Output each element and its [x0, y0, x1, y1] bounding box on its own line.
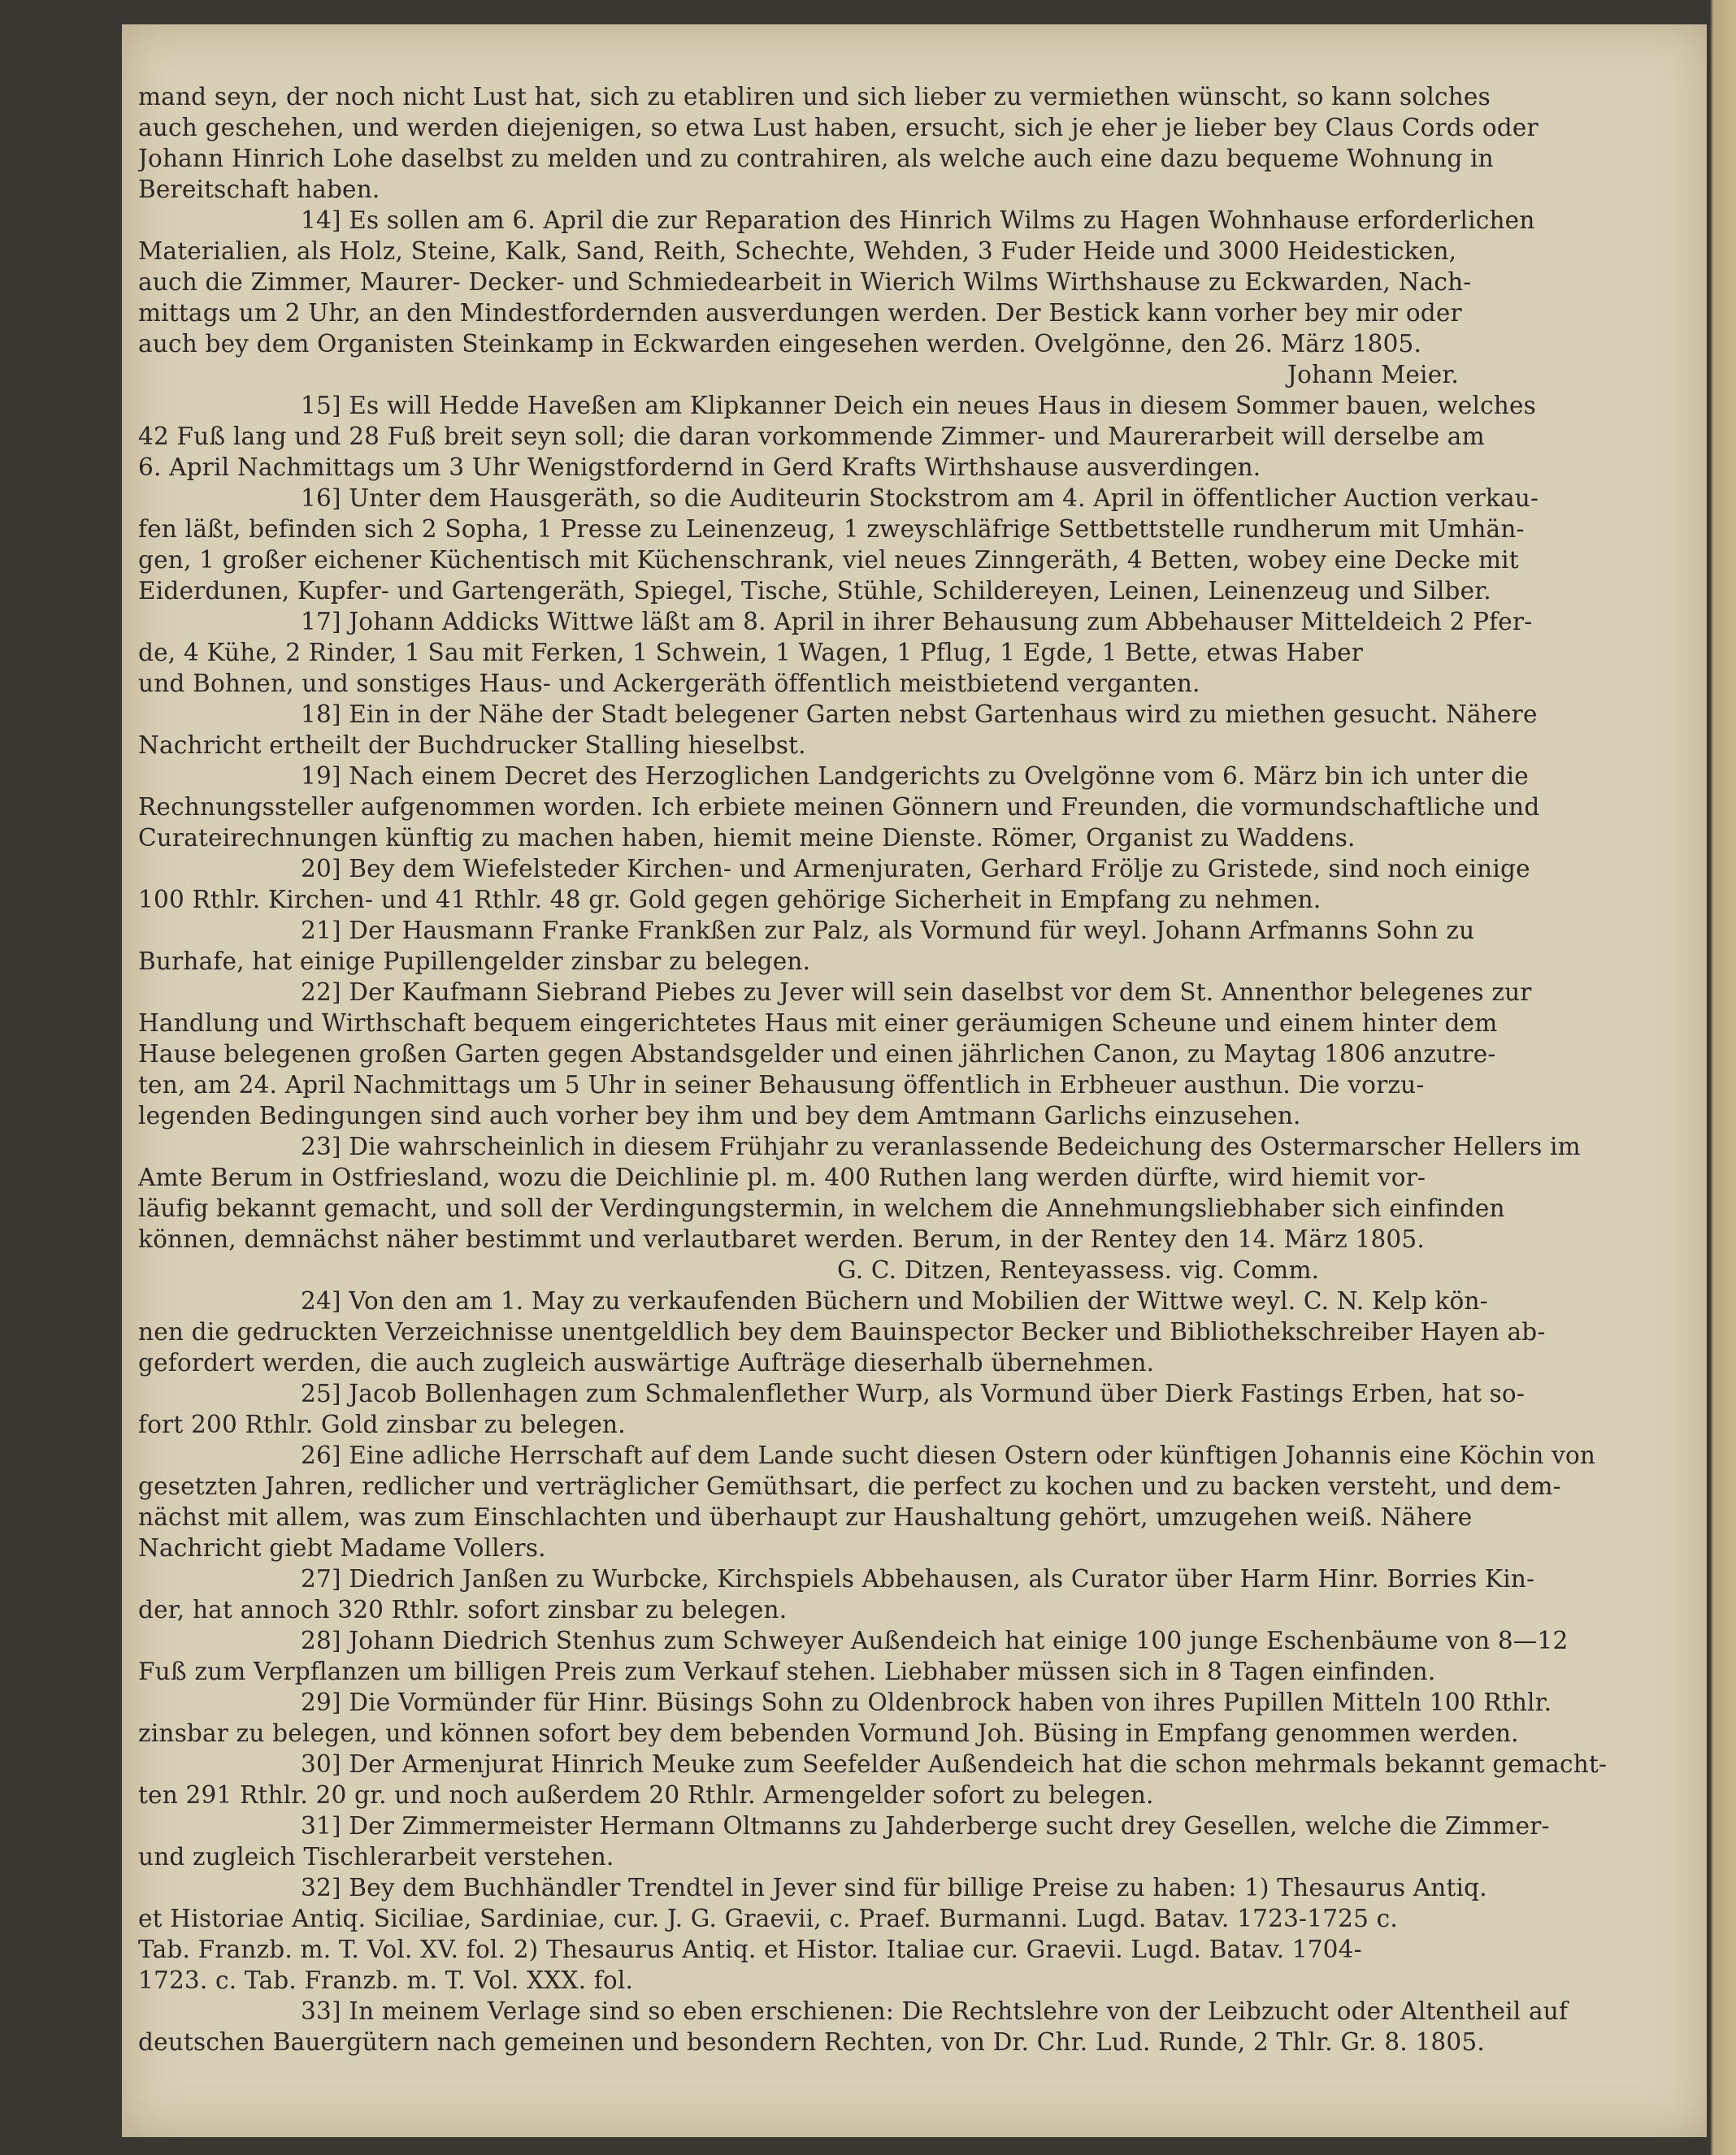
text-line: 15] Es will Hedde Haveßen am Klipkanner Deich ein neues Haus in diesem Sommer bauen, welches	[301, 392, 1537, 419]
text-line: gesetzten Jahren, redlicher und verträglicher Gemüthsart, die perfect zu kochen und zu backen versteht, und dem-	[138, 1472, 1561, 1500]
text-line: Hause belegenen großen Garten gegen Abstandsgelder und einen jährlichen Canon, zu Maytag 1806 anzutre-	[138, 1040, 1496, 1068]
text-line: Eiderdunen, Kupfer- und Gartengeräth, Spiegel, Tische, Stühle, Schildereyen, Leinen, Leinenzeug und Silber.	[138, 577, 1491, 605]
text-line: fen läßt, befinden sich 2 Sopha, 1 Presse zu Leinenzeug, 1 zweyschläfrige Settbettstelle rundherum mit Umhän-	[138, 515, 1525, 543]
text-line: Burhafe, hat einige Pupillengelder zinsbar zu belegen.	[138, 947, 811, 975]
text-line: Rechnungssteller aufgenommen worden. Ich erbiete meinen Gönnern und Freunden, die vormundschaftliche und	[138, 793, 1540, 821]
text-line: 42 Fuß lang und 28 Fuß breit seyn soll; die daran vorkommende Zimmer- und Maurerarbeit will derselbe am	[138, 423, 1485, 450]
text-line: nächst mit allem, was zum Einschlachten und überhaupt zur Haushaltung gehört, umzugehen weiß. Nähere	[138, 1503, 1473, 1531]
text-line: Bereitschaft haben.	[138, 176, 380, 203]
text-line: ten 291 Rthlr. 20 gr. und noch außerdem 20 Rthlr. Armengelder sofort zu belegen.	[138, 1781, 1154, 1809]
text-line: nen die gedruckten Verzeichnisse unentgeldlich bey dem Bauinspector Becker und Bibliothekschreiber Hayen ab-	[138, 1318, 1546, 1346]
text-line: mand seyn, der noch nicht Lust hat, sich zu etabliren und sich lieber zu vermiethen wünscht, so kann solches	[138, 83, 1491, 111]
text-line: Materialien, als Holz, Steine, Kalk, Sand, Reith, Schechte, Wehden, 3 Fuder Heide und 3000 Heidesticken,	[138, 237, 1457, 265]
text-line: 26] Eine adliche Herrschaft auf dem Lande sucht diesen Ostern oder künftigen Johannis eine Köchin von	[301, 1442, 1596, 1469]
text-line: et Historiae Antiq. Siciliae, Sardiniae, cur. J. G. Graevii, c. Praef. Burmanni. Lugd. Batav. 1723-1725 c.	[138, 1905, 1398, 1932]
text-line: 25] Jacob Bollenhagen zum Schmalenflether Wurp, als Vormund über Dierk Fastings Erben, hat so-	[301, 1380, 1526, 1407]
text-line: gefordert werden, die auch zugleich auswärtige Aufträge dieserhalb übernehmen.	[138, 1349, 1155, 1377]
text-line: 32] Bey dem Buchhändler Trendtel in Jever sind für billige Preise zu haben: 1) Thesaurus Antiq.	[301, 1874, 1487, 1901]
text-line: können, demnächst näher bestimmt und verlautbaret werden. Berum, in der Rentey den 14. März 1805.	[138, 1225, 1425, 1253]
text-line: 1723. c. Tab. Franzb. m. T. Vol. XXX. fol.	[138, 1966, 634, 1994]
text-line: Tab. Franzb. m. T. Vol. XV. fol. 2) Thesaurus Antiq. et Histor. Italiae cur. Graevii. Lugd. Batav. 1704-	[138, 1936, 1362, 1963]
text-line: mittags um 2 Uhr, an den Mindestfordernden ausverdungen werden. Der Bestick kann vorher bey mir oder	[138, 299, 1462, 327]
text-line: Handlung und Wirthschaft bequem eingerichtetes Haus mit einer geräumigen Scheune und einem hinter dem	[138, 1009, 1498, 1037]
text-line: deutschen Bauergütern nach gemeinen und besondern Rechten, von Dr. Chr. Lud. Runde, 2 Thlr. Gr. 8. 1805.	[138, 2028, 1485, 2056]
document-text	[138, 81, 1638, 2057]
text-line: 22] Der Kaufmann Siebrand Piebes zu Jever will sein daselbst vor dem St. Annenthor belegenes zur	[301, 978, 1532, 1006]
text-line: 30] Der Armenjurat Hinrich Meuke zum Seefelder Außendeich hat die schon mehrmals bekannt gemacht-	[301, 1750, 1608, 1778]
text-line: 100 Rthlr. Kirchen- und 41 Rthlr. 48 gr. Gold gegen gehörige Sicherheit in Empfang zu nehmen.	[138, 886, 1322, 913]
text-line: Johann Hinrich Lohe daselbst zu melden und zu contrahiren, als welche auch eine dazu bequeme Wohnung in	[138, 145, 1494, 172]
text-line: Curateirechnungen künftig zu machen haben, hiemit meine Dienste. Römer, Organist zu Waddens.	[138, 824, 1356, 852]
text-line: und zugleich Tischlerarbeit verstehen.	[138, 1843, 614, 1871]
text-line: 6. April Nachmittags um 3 Uhr Wenigstfordernd in Gerd Krafts Wirthshause ausverdingen.	[138, 453, 1261, 481]
text-line: auch die Zimmer, Maurer- Decker- und Schmiedearbeit in Wierich Wilms Wirthshause zu Eckwarden, Nach-	[138, 268, 1472, 296]
text-line: fort 200 Rthlr. Gold zinsbar zu belegen.	[138, 1411, 626, 1438]
text-line: legenden Bedingungen sind auch vorher bey ihm und bey dem Amtmann Garlichs einzusehen.	[138, 1102, 1301, 1130]
text-line: 24] Von den am 1. May zu verkaufenden Büchern und Mobilien der Wittwe weyl. C. N. Kelp kön-	[301, 1287, 1488, 1315]
text-line: 21] Der Hausmann Franke Frankßen zur Palz, als Vormund für weyl. Johann Arfmanns Sohn zu	[301, 917, 1475, 944]
text-line: 16] Unter dem Hausgeräth, so die Auditeurin Stockstrom am 4. April in öffentlicher Auction verkau-	[301, 484, 1539, 512]
text-line: auch geschehen, und werden diejenigen, so etwa Lust haben, ersucht, sich je eher je lieber bey Claus Cords oder	[138, 114, 1539, 141]
text-line: 18] Ein in der Nähe der Stadt belegener Garten nebst Gartenhaus wird zu miethen gesucht. Nähere	[301, 700, 1538, 728]
text-line: Johann Meier.	[1287, 361, 1459, 388]
text-line: Amte Berum in Ostfriesland, wozu die Deichlinie pl. m. 400 Ruthen lang werden dürfte, wird hiemit vor-	[138, 1164, 1426, 1191]
text-line: und Bohnen, und sonstiges Haus- und Ackergeräth öffentlich meistbietend verganten.	[138, 670, 1200, 697]
text-line: Nachricht ertheilt der Buchdrucker Stalling hieselbst.	[138, 731, 806, 759]
text-line: 14] Es sollen am 6. April die zur Reparation des Hinrich Wilms zu Hagen Wohnhause erforderlichen	[301, 206, 1535, 234]
text-line: gen, 1 großer eichener Küchentisch mit Küchenschrank, viel neues Zinngeräth, 4 Betten, wobey eine Decke mit	[138, 546, 1519, 574]
text-line: 31] Der Zimmermeister Hermann Oltmanns zu Jahderberge sucht drey Gesellen, welche die Zimmer-	[301, 1812, 1550, 1840]
text-line: Fuß zum Verpflanzen um billigen Preis zum Verkauf stehen. Liebhaber müssen sich in 8 Tagen einfinden.	[138, 1658, 1436, 1685]
text-line: 28] Johann Diedrich Stenhus zum Schweyer Außendeich hat einige 100 junge Eschenbäume von 8—12	[301, 1627, 1569, 1654]
text-line: 17] Johann Addicks Wittwe läßt am 8. April in ihrer Behausung zum Abbehauser Mitteldeich 2 Pfer-	[301, 608, 1533, 635]
text-line: 27] Diedrich Janßen zu Wurbcke, Kirchspiels Abbehausen, als Curator über Harm Hinr. Borries Kin-	[301, 1565, 1535, 1593]
text-line: läufig bekannt gemacht, und soll der Verdingungstermin, in welchem die Annehmungsliebhaber sich einfinden	[138, 1195, 1505, 1222]
text-line: der, hat annoch 320 Rthlr. sofort zinsbar zu belegen.	[138, 1596, 788, 1624]
text-line: Nachricht giebt Madame Vollers.	[138, 1534, 546, 1562]
text-line: ten, am 24. April Nachmittags um 5 Uhr in seiner Behausung öffentlich in Erbheuer austhun. Die vorzu-	[138, 1071, 1425, 1099]
text-line: 23] Die wahrscheinlich in diesem Frühjahr zu veranlassende Bedeichung des Ostermarscher Hellers im	[301, 1133, 1581, 1160]
text-line: 19] Nach einem Decret des Herzoglichen Landgerichts zu Ovelgönne vom 6. März bin ich unter die	[301, 762, 1529, 790]
text-line: 20] Bey dem Wiefelsteder Kirchen- und Armenjuraten, Gerhard Frölje zu Gristede, sind noch einige	[301, 855, 1530, 882]
text-line: 29] Die Vormünder für Hinr. Büsings Sohn zu Oldenbrock haben von ihres Pupillen Mitteln 100 Rthlr.	[301, 1689, 1552, 1716]
text-line: G. C. Ditzen, Renteyassess. vig. Comm.	[837, 1256, 1320, 1284]
text-line: auch bey dem Organisten Steinkamp in Eckwarden eingesehen werden. Ovelgönne, den 26. März 1805.	[138, 330, 1422, 358]
text-line: 33] In meinem Verlage sind so eben erschienen: Die Rechtslehre von der Leibzucht oder Altentheil auf	[301, 1997, 1569, 2025]
adjacent-page-edge	[1705, 0, 1736, 2155]
text-line: de, 4 Kühe, 2 Rinder, 1 Sau mit Ferken, 1 Schwein, 1 Wagen, 1 Pflug, 1 Egde, 1 Bette, etwas Haber	[138, 639, 1364, 666]
text-line: zinsbar zu belegen, und können sofort bey dem bebenden Vormund Joh. Büsing in Empfang genommen werden.	[138, 1719, 1519, 1747]
